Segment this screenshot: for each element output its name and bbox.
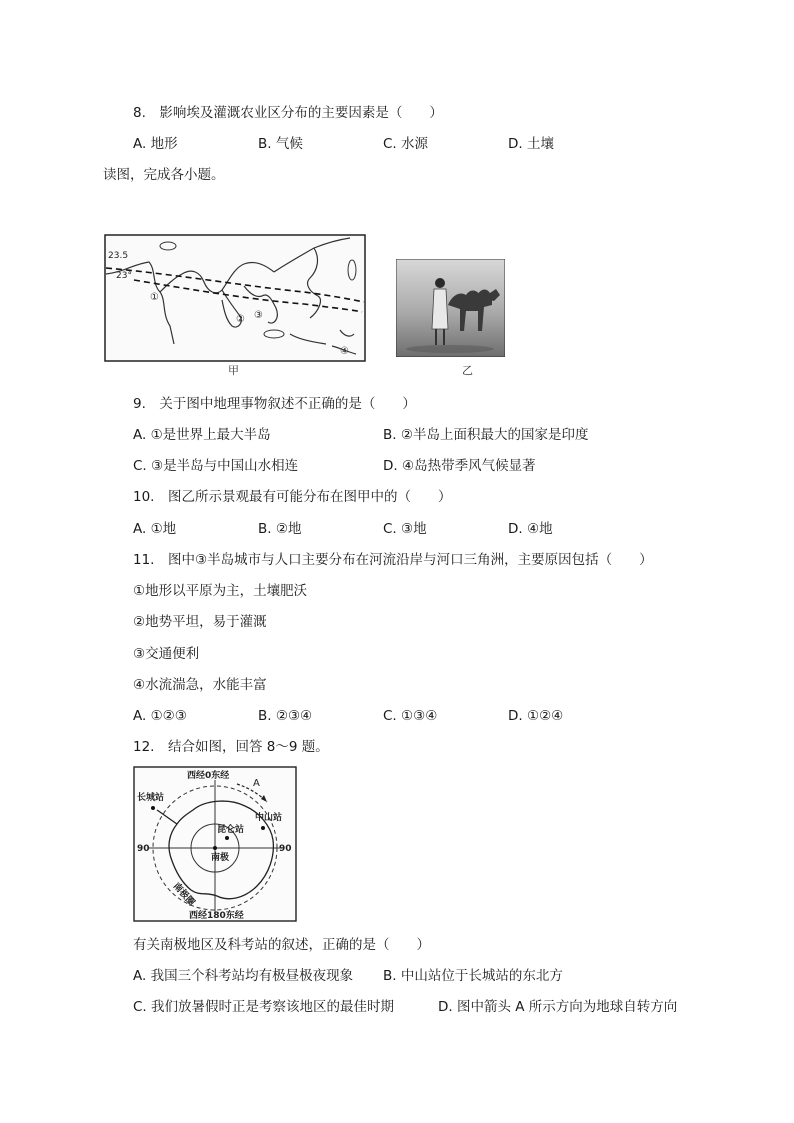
q8-option-d: D. 土壤 [508,136,554,152]
marker-3: ③ [254,310,263,321]
q10-option-d: D. ④地 [508,521,553,537]
lat-label-1: 23.5 [108,251,129,261]
arrow-a-label: A [253,778,260,789]
q12-option-c: C. 我们放暑假时正是考察该地区的最佳时期 [133,999,395,1015]
q10-option-b: B. ②地 [258,521,302,537]
q11-item-1: ①地形以平原为主，土壤肥沃 [133,583,308,599]
q9-option-c: C. ③是半岛与中国山水相连 [133,458,299,474]
station-changcheng: 长城站 [137,793,165,803]
map-right-label: 90 [279,844,292,854]
map-bottom-label: 西经180东经 [189,911,244,921]
q10-option-a: A. ①地 [133,521,177,537]
q9-option-a: A. ①是世界上最大半岛 [133,427,271,443]
map-top-label: 西经0东经 [187,771,230,781]
photo-figure-yi [396,259,505,357]
q11-option-d: D. ①②④ [508,708,564,724]
q9-option-b: B. ②半岛上面积最大的国家是印度 [383,427,589,443]
q8-option-c: C. 水源 [383,136,429,152]
marker-1: ① [150,292,159,303]
map-left-label: 90 [137,844,150,854]
q12-option-b: B. 中山站位于长城站的东北方 [383,968,563,984]
q11-item-2: ②地势平坦，易于灌溉 [133,614,267,630]
q11-item-3: ③交通便利 [133,646,200,662]
q8-option-a: A. 地形 [133,136,178,152]
q9-option-d: D. ④岛热带季风气候显著 [383,458,536,474]
caption-jia: 甲 [228,364,239,377]
q10-stem: 10. 图乙所示景观最有可能分布在图甲中的（ ） [133,489,452,505]
q11-option-a: A. ①②③ [133,708,187,724]
q11-option-b: B. ②③④ [258,708,313,724]
south-pole-label: 南极 [211,853,230,863]
caption-yi: 乙 [462,364,473,377]
q12-stem: 12. 结合如图，回答 8～9 题。 [133,739,329,755]
antarctic-circle-label: 南极圈 [170,881,197,909]
q11-option-c: C. ①③④ [383,708,438,724]
antarctic-map [133,766,297,922]
q8-option-b: B. 气候 [258,136,303,152]
q12-option-a: A. 我国三个科考站均有极昼极夜现象 [133,968,354,984]
q11-item-4: ④水流湍急，水能丰富 [133,677,267,693]
q12-question: 有关南极地区及科考站的叙述，正确的是（ ） [133,937,430,953]
q8-stem: 8. 影响埃及灌溉农业区分布的主要因素是（ ） [133,105,443,121]
intro-text: 读图，完成各小题。 [103,167,225,183]
q11-stem: 11. 图中③半岛城市与人口主要分布在河流沿岸与河口三角洲，主要原因包括（ ） [133,552,653,568]
q9-stem: 9. 关于图中地理事物叙述不正确的是（ ） [133,396,416,412]
q10-option-c: C. ③地 [383,521,427,537]
marker-4: ④ [340,346,349,357]
q12-option-d: D. 图中箭头 A 所示方向为地球自转方向 [438,999,678,1015]
station-zhongshan: 中山站 [255,813,283,823]
map-figure-jia [104,234,366,362]
marker-2: ② [236,314,245,325]
lat-label-2: 23° [116,271,132,281]
station-kunlun: 昆仑站 [217,825,245,835]
